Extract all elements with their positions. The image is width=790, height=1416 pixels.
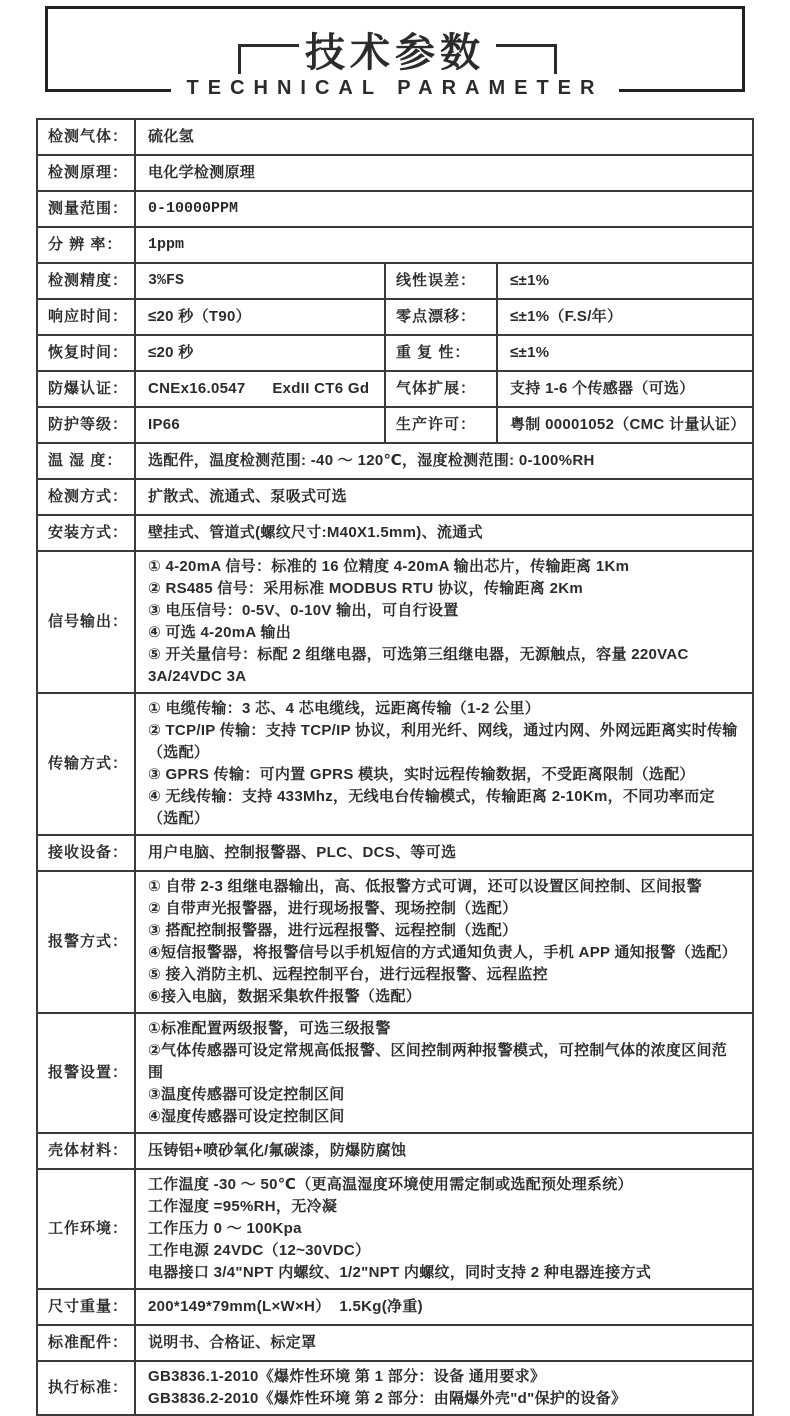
spec-row (37, 227, 753, 263)
spec-value: 0-10000PPM (135, 191, 753, 227)
spec-value-line: ② TCP/IP 传输：支持 TCP/IP 协议，利用光纤、网线，通过内网、外网远距离实时传输（选配） (148, 722, 738, 761)
spec-value: 压铸铝+喷砂氧化/氟碳漆，防爆防腐蚀 (135, 1133, 753, 1169)
spec-row (37, 1169, 753, 1289)
spec-value-line: ③温度传感器可设定控制区间 (148, 1086, 345, 1103)
spec-label: 接收设备： (37, 835, 135, 871)
spec-value: 扩散式、流通式、泵吸式可选 (135, 479, 753, 515)
spec-value: 1ppm (135, 227, 753, 263)
spec-value-line: 电器接口 3/4"NPT 内螺纹、1/2"NPT 内螺纹，同时支持 2 种电器连接方式 (148, 1264, 652, 1281)
spec-label: 报警方式： (37, 871, 135, 1013)
spec-row (37, 835, 753, 871)
spec-value-line: ① 电缆传输：3 芯、4 芯电缆线，远距离传输（1-2 公里） (148, 700, 541, 717)
spec-value-line: ② 自带声光报警器，进行现场报警、现场控制（选配） (148, 900, 518, 917)
spec-value-line: ④短信报警器，将报警信号以手机短信的方式通知负责人，手机 APP 通知报警（选配） (148, 944, 737, 961)
spec-row (37, 693, 753, 835)
spec-label: 检测精度： (37, 263, 135, 299)
spec-label: 线性误差： (385, 263, 497, 299)
spec-value-line: ④ 无线传输：支持 433Mhz，无线电台传输模式，传输距离 2-10Km，不同功率而定（选配） (148, 788, 715, 827)
spec-value: 说明书、合格证、标定罩 (135, 1325, 753, 1361)
spec-row (37, 335, 753, 371)
spec-row (37, 1133, 753, 1169)
spec-value-line: ① 自带 2-3 组继电器输出，高、低报警方式可调，还可以设置区间控制、区间报警 (148, 878, 702, 895)
spec-value-line: ②气体传感器可设定常规高低报警、区间控制两种报警模式，可控制气体的浓度区间范围 (148, 1042, 728, 1081)
spec-label: 零点漂移： (385, 299, 497, 335)
spec-value: ≤±1% (497, 263, 753, 299)
spec-value: 壁挂式、管道式(螺纹尺寸:M40X1.5mm)、流通式 (135, 515, 753, 551)
spec-value-line: ⑥接入电脑，数据采集软件报警（选配） (148, 988, 422, 1005)
spec-row (37, 1013, 753, 1133)
spec-row (37, 1325, 753, 1361)
spec-label: 防爆认证： (37, 371, 135, 407)
spec-label: 温 湿 度： (37, 443, 135, 479)
spec-label: 尺寸重量： (37, 1289, 135, 1325)
spec-value: 选配件，温度检测范围: -40 ～ 120℃，湿度检测范围: 0-100%RH (135, 443, 753, 479)
spec-value: 粤制 00001052（CMC 计量认证） (497, 407, 753, 443)
spec-label: 生产许可： (385, 407, 497, 443)
spec-label: 重 复 性： (385, 335, 497, 371)
spec-value-line: 工作湿度 =95%RH，无冷凝 (148, 1198, 338, 1215)
spec-value-list (135, 693, 753, 835)
page-subtitle-text: TECHNICAL PARAMETER (171, 77, 620, 99)
spec-value-line: ② RS485 信号：采用标准 MODBUS RTU 协议，传输距离 2Km (148, 580, 583, 597)
spec-value-list (135, 1169, 753, 1289)
spec-value: IP66 (135, 407, 385, 443)
spec-value-line: ① 4-20mA 信号：标准的 16 位精度 4-20mA 输出芯片，传输距离 1Km (148, 558, 630, 575)
spec-value: ≤±1% (497, 335, 753, 371)
spec-value-line: ⑤ 开关量信号：标配 2 组继电器，可选第三组继电器，无源触点，容量 220VAC 3A/24VDC 3A (148, 646, 694, 685)
spec-value-list (135, 1361, 753, 1415)
spec-label: 传输方式： (37, 693, 135, 835)
spec-value-line: GB3836.2-2010《爆炸性环境 第 2 部分：由隔爆外壳"d"保护的设备》 (148, 1390, 627, 1407)
spec-value-line: ①标准配置两级报警，可选三级报警 (148, 1020, 391, 1037)
spec-value-line: 工作温度 -30 ～ 50℃（更高温湿度环境使用需定制或选配预处理系统） (148, 1176, 633, 1193)
spec-row (37, 1289, 753, 1325)
spec-label: 防护等级： (37, 407, 135, 443)
spec-row (37, 263, 753, 299)
spec-value-line: ⑤ 接入消防主机、远程控制平台，进行远程报警、远程监控 (148, 966, 548, 983)
spec-value-line: 工作压力 0 ～ 100Kpa (148, 1220, 302, 1237)
spec-value: 用户电脑、控制报警器、PLC、DCS、等可选 (135, 835, 753, 871)
spec-row (37, 871, 753, 1013)
spec-label: 标准配件： (37, 1325, 135, 1361)
spec-label: 响应时间： (37, 299, 135, 335)
spec-row (37, 515, 753, 551)
spec-label: 安装方式： (37, 515, 135, 551)
spec-value-line: ④ 可选 4-20mA 输出 (148, 624, 292, 641)
spec-row (37, 191, 753, 227)
spec-row (37, 479, 753, 515)
page-subtitle (0, 77, 790, 100)
spec-value: 硫化氢 (135, 119, 753, 155)
spec-label: 检测方式： (37, 479, 135, 515)
spec-value: 200*149*79mm(L×W×H） 1.5Kg(净重) (135, 1289, 753, 1325)
spec-value: 3%FS (135, 263, 385, 299)
spec-label: 恢复时间： (37, 335, 135, 371)
spec-value-list (135, 871, 753, 1013)
spec-table (36, 118, 754, 1416)
page-title: 技术参数 (305, 31, 485, 75)
spec-row (37, 119, 753, 155)
spec-label: 报警设置： (37, 1013, 135, 1133)
spec-label: 工作环境： (37, 1169, 135, 1289)
spec-label: 分 辨 率： (37, 227, 135, 263)
spec-label: 气体扩展： (385, 371, 497, 407)
spec-value-line: ③ GPRS 传输：可内置 GPRS 模块，实时远程传输数据，不受距离限制（选配） (148, 766, 695, 783)
spec-row (37, 371, 753, 407)
spec-row (37, 299, 753, 335)
spec-value-list (135, 551, 753, 693)
spec-value: CNEx16.0547 ExdII CT6 Gd (135, 371, 385, 407)
spec-label: 测量范围： (37, 191, 135, 227)
spec-label: 检测气体： (37, 119, 135, 155)
spec-value-list (135, 1013, 753, 1133)
spec-label: 壳体材料： (37, 1133, 135, 1169)
spec-value-line: GB3836.1-2010《爆炸性环境 第 1 部分：设备 通用要求》 (148, 1368, 546, 1385)
spec-row (37, 155, 753, 191)
spec-label: 检测原理： (37, 155, 135, 191)
spec-table-body (37, 119, 753, 1415)
spec-value: ≤±1%（F.S/年） (497, 299, 753, 335)
spec-label: 执行标准： (37, 1361, 135, 1415)
spec-row (37, 1361, 753, 1415)
spec-row (37, 407, 753, 443)
spec-value-line: 工作电源 24VDC（12~30VDC） (148, 1242, 371, 1259)
spec-value-line: ④湿度传感器可设定控制区间 (148, 1108, 345, 1125)
spec-row (37, 443, 753, 479)
spec-value: 支持 1-6 个传感器（可选） (497, 371, 753, 407)
spec-value: ≤20 秒（T90） (135, 299, 385, 335)
spec-value-line: ③ 电压信号：0-5V、0-10V 输出，可自行设置 (148, 602, 459, 619)
spec-value: 电化学检测原理 (135, 155, 753, 191)
spec-value: ≤20 秒 (135, 335, 385, 371)
spec-row (37, 551, 753, 693)
header (0, 0, 790, 118)
spec-label: 信号输出： (37, 551, 135, 693)
spec-value-line: ③ 搭配控制报警器，进行远程报警、远程控制（选配） (148, 922, 518, 939)
